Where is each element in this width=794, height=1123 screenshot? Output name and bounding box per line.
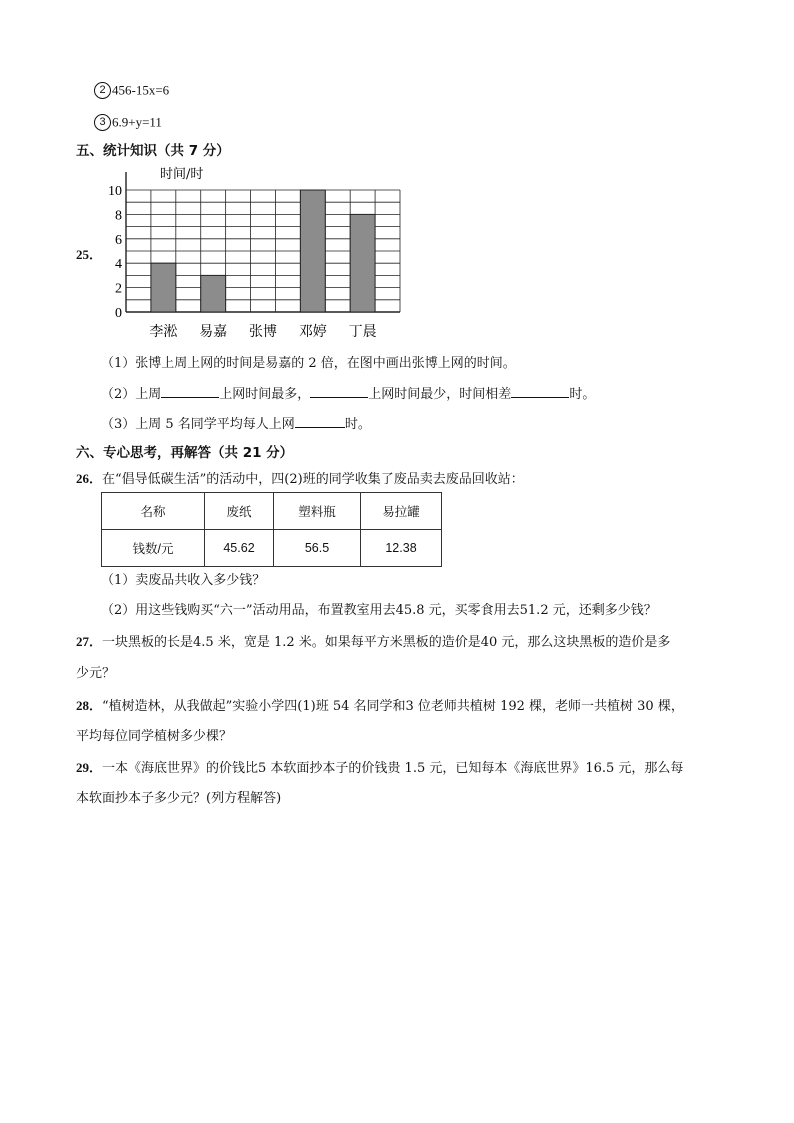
bar-2	[201, 275, 226, 312]
question-26-text: 在“倡导低碳生活”的活动中，四(2)班的同学收集了废品卖去废品回收站：	[102, 472, 524, 487]
answer-blank-difference[interactable]	[511, 385, 569, 398]
question-26	[76, 468, 524, 487]
question-29-line1	[76, 757, 683, 776]
x-tick-label: 李淞	[149, 324, 178, 340]
table-cell: 45.62	[205, 530, 274, 567]
q25-sub2-part-a: （2）上周	[101, 387, 162, 402]
chart-y-ticks	[108, 184, 122, 321]
x-tick-label: 丁晨	[348, 324, 377, 340]
table-header-cell: 塑料瓶	[274, 493, 361, 530]
question-28-text: “植树造林，从我做起”实验小学四(1)班 54 名同学和3 位老师共植树 192 棵，老师一共植树 30 棵，	[102, 699, 684, 714]
section-6-title: 六、专心思考，再解答（共 21 分）	[76, 445, 294, 461]
q25-sub3-part-b: 时。	[344, 417, 371, 432]
question-28-line2: 平均每位同学植树多少棵？	[76, 729, 233, 744]
question-29-text: 一本《海底世界》的价钱比5 本软面抄本子的价钱贵 1.5 元，已知每本《海底世界》16.5 元，那么每	[102, 761, 684, 776]
q25-sub3	[101, 413, 371, 432]
table-row	[102, 530, 442, 567]
chart-x-ticks	[149, 323, 376, 340]
y-tick-label: 2	[115, 281, 122, 297]
bar-chart	[100, 160, 410, 350]
question-29-number: 29．	[76, 760, 103, 775]
y-tick-label: 4	[115, 257, 122, 273]
equation-text: 6.9+y=11	[112, 114, 162, 130]
question-26-number: 26．	[76, 471, 103, 486]
table-header-cell: 易拉罐	[361, 493, 442, 530]
question-27-text: 一块黑板的长是4.5 米，宽是 1.2 米。如果每平方米黑板的造价是40 元，那么这块黑板的造价是多	[102, 635, 671, 650]
y-tick-label: 8	[115, 208, 122, 224]
question-27-line2: 少元？	[76, 666, 116, 681]
answer-blank-least[interactable]	[310, 385, 368, 398]
equation-text: 456-15x=6	[112, 82, 170, 98]
y-tick-label: 0	[115, 306, 122, 321]
chart-y-axis-label: 时间/时	[160, 167, 204, 182]
answer-blank-average[interactable]	[295, 415, 345, 428]
question-28-number: 28．	[76, 698, 103, 713]
question-27-number: 27．	[76, 634, 103, 649]
x-tick-label: 易嘉	[199, 324, 228, 340]
q26-sub1: （1）卖废品共收入多少钱？	[101, 573, 266, 588]
q25-sub1: （1）张博上周上网的时间是易嘉的 2 倍，在图中画出张博上网的时间。	[101, 356, 516, 371]
waste-table	[101, 492, 442, 567]
x-tick-label: 张博	[249, 324, 277, 340]
table-header-row	[102, 493, 442, 530]
equation-3	[94, 114, 162, 131]
table-header-cell: 废纸	[205, 493, 274, 530]
equation-2	[94, 82, 169, 99]
q25-sub2-part-d: 时。	[569, 387, 596, 402]
table-cell: 钱数/元	[102, 530, 205, 567]
table-cell: 12.38	[361, 530, 442, 567]
answer-blank-most[interactable]	[161, 385, 219, 398]
q25-sub2-part-b: 上网时间最多，	[219, 387, 311, 402]
table-header-cell: 名称	[102, 493, 205, 530]
x-tick-label: 邓婷	[298, 324, 327, 340]
q25-sub3-part-a: （3）上周 5 名同学平均每人上网	[101, 417, 295, 432]
q25-sub2	[101, 383, 595, 402]
y-tick-label: 10	[108, 184, 122, 199]
y-tick-label: 6	[115, 232, 122, 248]
bar-5	[350, 214, 375, 312]
q26-sub2: （2）用这些钱购买“六一”活动用品，布置教室用去45.8 元，买零食用去51.2 元，还剩多少钱？	[101, 603, 657, 618]
table-cell: 56.5	[274, 530, 361, 567]
section-5-title: 五、统计知识（共 7 分）	[76, 143, 230, 159]
bar-1	[151, 263, 176, 312]
question-27-line1	[76, 631, 670, 650]
question-25-number: 25．	[76, 247, 103, 262]
question-29-line2: 本软面抄本子多少元？(列方程解答)	[76, 791, 282, 806]
circled-number-marker: 3	[94, 114, 111, 131]
bar-4	[300, 190, 325, 312]
q25-sub2-part-c: 上网时间最少，时间相差	[368, 387, 512, 402]
circled-number-marker: 2	[94, 82, 111, 99]
question-28-line1	[76, 695, 684, 714]
